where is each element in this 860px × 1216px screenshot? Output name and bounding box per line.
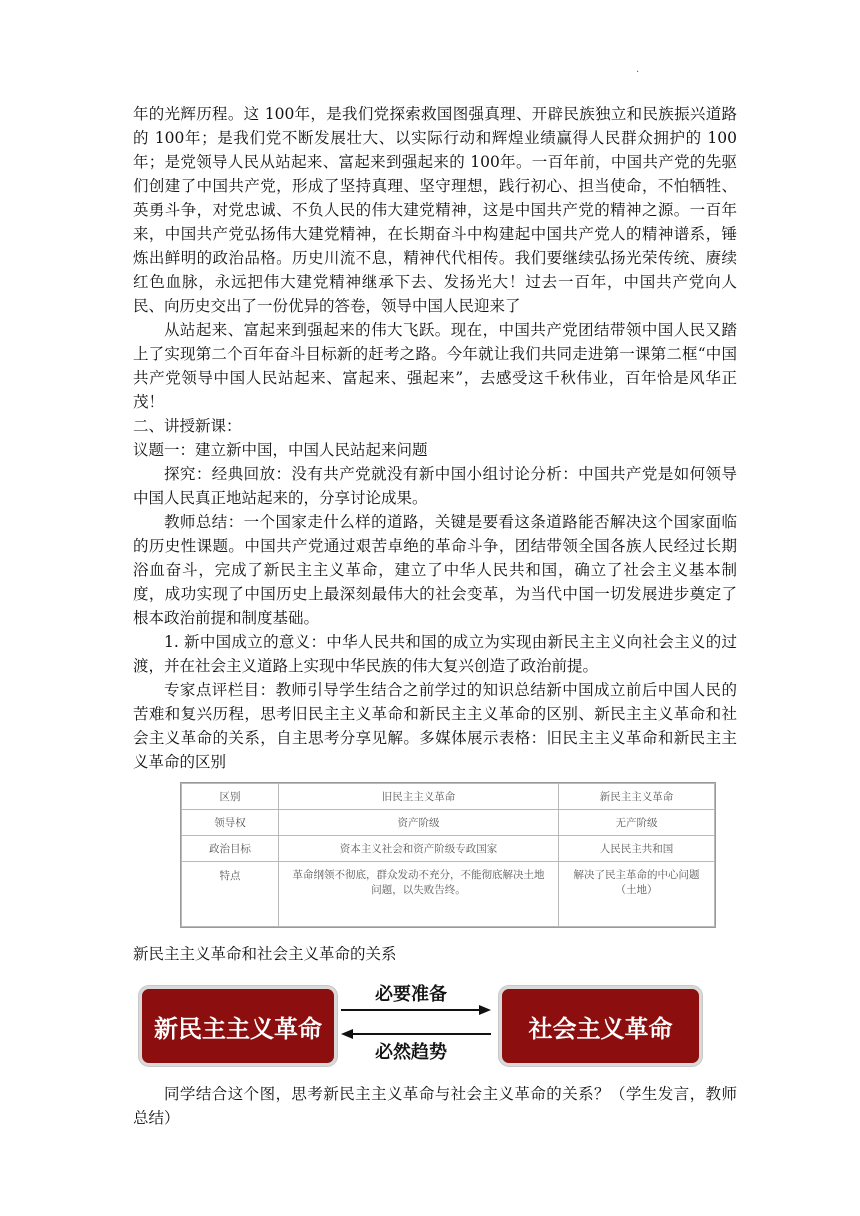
paragraph-intro: 年的光辉历程。这 100年，是我们党探索救国图强真理、开辟民族独立和民族振兴道路的 100年；是我们党不断发展壮大、以实际行动和辉煌业绩赢得人民群众拥护的 100年；是党领导人民从站起来、富起来到强起来的 100年。一百年前，中国共产党的先驱们创建了中国共产党，形成了坚持真理、坚守理想，践行初心、担当使命，不怕牺牲、英勇斗争，对党忠诚、不负人民的伟大建党精神，这是中国共产党的精神之源。一百年来，中国共产党弘扬伟大建党精神，在长期奋斗中构建起中国共产党人的精神谱系，锤炼出鲜明的政治品格。历史川流不息，精神代代相传。我们要继续弘扬光荣传统、赓续红色血脉，永远把伟大建党精神继承下去、发扬光大！过去一百年，中国共产党向人民、向历史交出了一份优异的答卷，领导中国人民迎来了: [133, 105, 737, 315]
paragraph-closing: 同学结合这个图，思考新民主主义革命与社会主义革命的关系？（学生发言，教师总结）: [133, 1085, 737, 1127]
table-cell: 领导权: [182, 810, 279, 836]
table-cell: 资产阶级: [279, 810, 559, 836]
table-row: [182, 836, 715, 862]
comparison-table: [181, 783, 715, 927]
relationship-diagram: [137, 980, 717, 1070]
table-cell: 无产阶级: [559, 810, 715, 836]
paragraph-transition: 从站起来、富起来到强起来的伟大飞跃。现在，中国共产党团结带领中国人民又踏上了实现第二个百年奋斗目标新的赶考之路。今年就让我们共同走进第一课第二框“中国共产党领导中国人民站起来、富起来、强起来”，去感受这千秋伟业，百年恰是风华正茂！: [133, 321, 737, 411]
table-cell: 政治目标: [182, 836, 279, 862]
document-body: [133, 102, 737, 1130]
paragraph-significance: 1. 新中国成立的意义：中华人民共和国的成立为实现由新民主主义向社会主义的过渡，并在社会主义道路上实现中华民族的伟大复兴创造了政治前提。: [133, 633, 737, 675]
table-cell: 资本主义社会和资产阶级专政国家: [279, 836, 559, 862]
socialist-revolution-box: 社会主义革命: [499, 986, 702, 1066]
top-arrow-label: 必要准备: [375, 984, 447, 1005]
table-cell: 特点: [182, 862, 279, 927]
table-row: [182, 862, 715, 927]
paragraph-summary: 教师总结：一个国家走什么样的道路，关键是要看这条道路能否解决这个国家面临的历史性课题。中国共产党通过艰苦卓绝的革命斗争，团结带领全国各族人民经过长期浴血奋斗，完成了新民主主义革命，建立了中华人民共和国，确立了社会主义基本制度，成功实现了中国历史上最深刻最伟大的社会变革，为当代中国一切发展进步奠定了根本政治前提和制度基础。: [133, 513, 737, 627]
table-header-cell: 旧民主主义革命: [279, 784, 559, 810]
topic-heading: 议题一：建立新中国，中国人民站起来问题: [133, 441, 428, 459]
header-mark: .: [636, 64, 640, 75]
new-democratic-revolution-box: 新民主主义革命: [139, 986, 337, 1066]
table-header-cell: 新民主主义革命: [559, 784, 715, 810]
table-row: [182, 810, 715, 836]
table-cell: 人民民主共和国: [559, 836, 715, 862]
bottom-arrow-label: 必然趋势: [375, 1042, 447, 1063]
comparison-table-frame: [180, 782, 716, 928]
diagram-caption: 新民主主义革命和社会主义革命的关系: [133, 945, 397, 963]
paragraph-explore: 探究：经典回放：没有共产党就没有新中国小组讨论分析：中国共产党是如何领导中国人民真正地站起来的，分享讨论成果。: [133, 465, 737, 507]
table-header-cell: 区别: [182, 784, 279, 810]
section-heading: 二、讲授新课：: [133, 417, 242, 435]
double-arrow-icon: [341, 1002, 491, 1042]
table-header-row: [182, 784, 715, 810]
paragraph-expert: 专家点评栏目：教师引导学生结合之前学过的知识总结新中国成立前后中国人民的苦难和复兴历程，思考旧民主主义革命和新民主主义革命的区别、新民主主义革命和社会主义革命的关系，自主思考分享见解。多媒体展示表格：旧民主主义革命和新民主主义革命的区别: [133, 681, 737, 771]
table-cell: 解决了民主革命的中心问题（土地）: [559, 862, 715, 927]
table-cell: 革命纲领不彻底，群众发动不充分，不能彻底解决土地问题，以失败告终。: [279, 862, 559, 927]
